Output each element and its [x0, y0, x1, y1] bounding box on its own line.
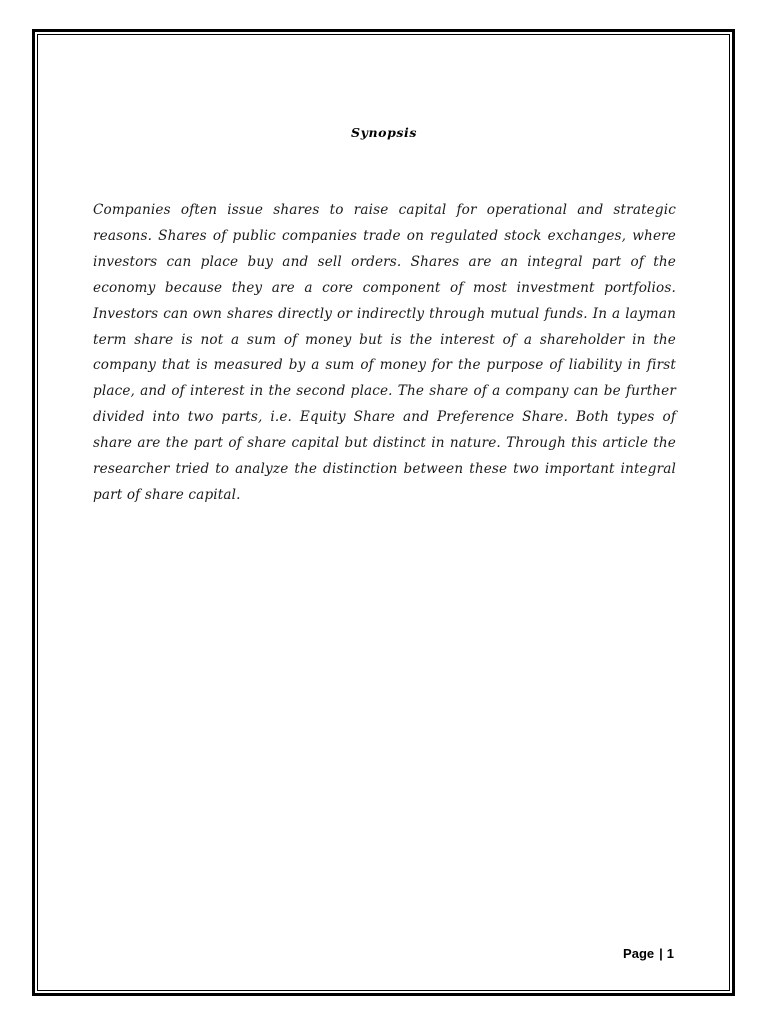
- page-label: Page: [623, 946, 655, 961]
- page-border-inner: [37, 34, 730, 991]
- page-separator: |: [659, 946, 663, 961]
- synopsis-paragraph: Companies often issue shares to raise capital for operational and strategic reasons. Shares of public companies trade on regulated stock exchanges, where investors can place buy and sell orders. Shares are an integral part of the economy because they are a core component of most investment portfolios. Investors can own shares directly or indirectly through mutual funds. In a layman term share is not a sum of money but is the interest of a shareholder in the company that is measured by a sum of money for the purpose of liability in first place, and of interest in the second place. The share of a company can be further divided into two parts, i.e. Equity Share and Preference Share. Both types of share are the part of share capital but distinct in nature. Through this article the researcher tried to analyze the distinction between these two important integral part of share capital.: [93, 202, 676, 503]
- synopsis-heading: Synopsis: [350, 125, 418, 140]
- page-footer: [623, 946, 674, 961]
- page-number: 1: [666, 946, 674, 961]
